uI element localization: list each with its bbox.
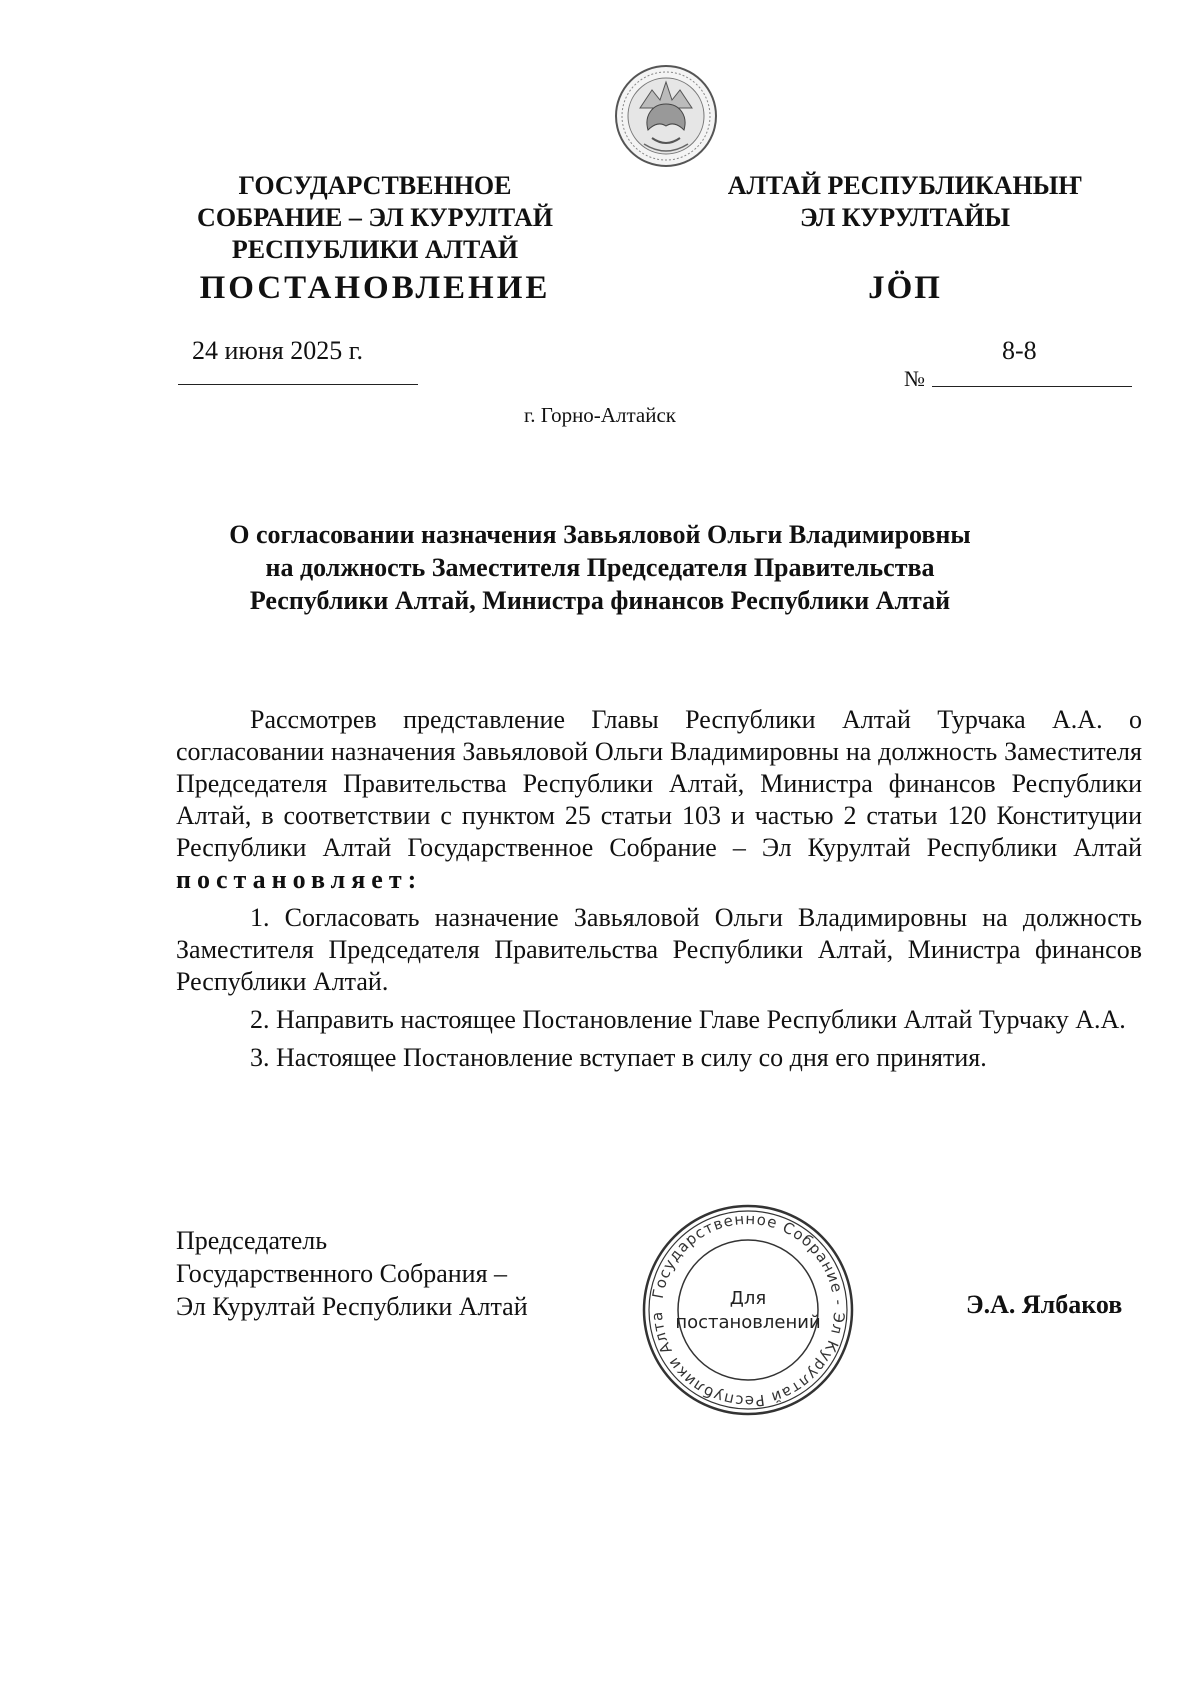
signatory-position-line: Государственного Собрания –: [176, 1259, 508, 1288]
document-date: 24 июня 2025 г.: [192, 336, 363, 365]
title-line: Республики Алтай, Министра финансов Республики Алтай: [249, 586, 951, 615]
signatory-position-line: Эл Курултай Республики Алтай: [176, 1292, 528, 1321]
header-right-line: ЭЛ КУРУЛТАЙЫ: [799, 203, 1011, 232]
body-item: 3. Настоящее Постановление вступает в силу со дня его принятия.: [250, 1043, 987, 1072]
stamp-ring-text: Государственное Собрание - Эл Курултай Республики Алта: [647, 1209, 849, 1411]
title-line: О согласовании назначения Завьяловой Ольги Владимировны: [229, 520, 971, 549]
date-underline: [178, 384, 418, 385]
stamp-center-line: постановлений: [675, 1312, 821, 1333]
document-city: г. Горно-Алтайск: [524, 403, 676, 427]
header-left-institution: [150, 170, 600, 266]
body-item: 1. Согласовать назначение Завьяловой Ольги Владимировны на должность Заместителя Председателя Правительства Республики Алтай, Министра финансов Республики Алтай.: [176, 903, 1142, 996]
document-type-alt: JӦП: [868, 270, 942, 306]
body-item: 2. Направить настоящее Постановление Главе Республики Алтай Турчаку А.А.: [250, 1005, 1126, 1034]
body-intro-text: Рассмотрев представление Главы Республики Алтай Турчака А.А. о согласовании назначения Завьяловой Ольги Владимировны на должность Заместителя Председателя Правительства Республики Алтай, Министра финансов Республики Алтай, в соответствии с пунктом 25 статьи 103 и частью 2 статьи 120 Конституции Республики Алтай Государственное Собрание – Эл Курултай Республики Алтай: [176, 705, 1142, 862]
signatory-name: Э.А. Ялбаков: [966, 1290, 1123, 1319]
header-left-line: ГОСУДАРСТВЕННОЕ: [238, 171, 512, 200]
official-stamp: [640, 1202, 856, 1418]
document-body: [176, 704, 1142, 1080]
header-right-line: АЛТАЙ РЕСПУБЛИКАНЫҤ: [727, 171, 1083, 200]
document-number: 8-8: [1002, 336, 1037, 365]
resolves-word: постановляет:: [176, 865, 423, 894]
header-left-line: СОБРАНИЕ – ЭЛ КУРУЛТАЙ: [197, 203, 553, 232]
header-right-institution: [700, 170, 1110, 234]
number-underline: [932, 386, 1132, 387]
signatory-position-line: Председатель: [176, 1226, 328, 1255]
body-intro-paragraph: [176, 704, 1142, 896]
coat-of-arms-emblem: [612, 60, 720, 172]
document-type-ru: ПОСТАНОВЛЕНИЕ: [199, 270, 551, 306]
title-line: на должность Заместителя Председателя Правительства: [265, 553, 935, 582]
stamp-center-line: Для: [729, 1288, 767, 1309]
signatory-position: [176, 1224, 528, 1323]
document-title: [170, 518, 1030, 617]
number-label: №: [904, 366, 925, 391]
header-left-line: РЕСПУБЛИКИ АЛТАЙ: [231, 235, 519, 264]
